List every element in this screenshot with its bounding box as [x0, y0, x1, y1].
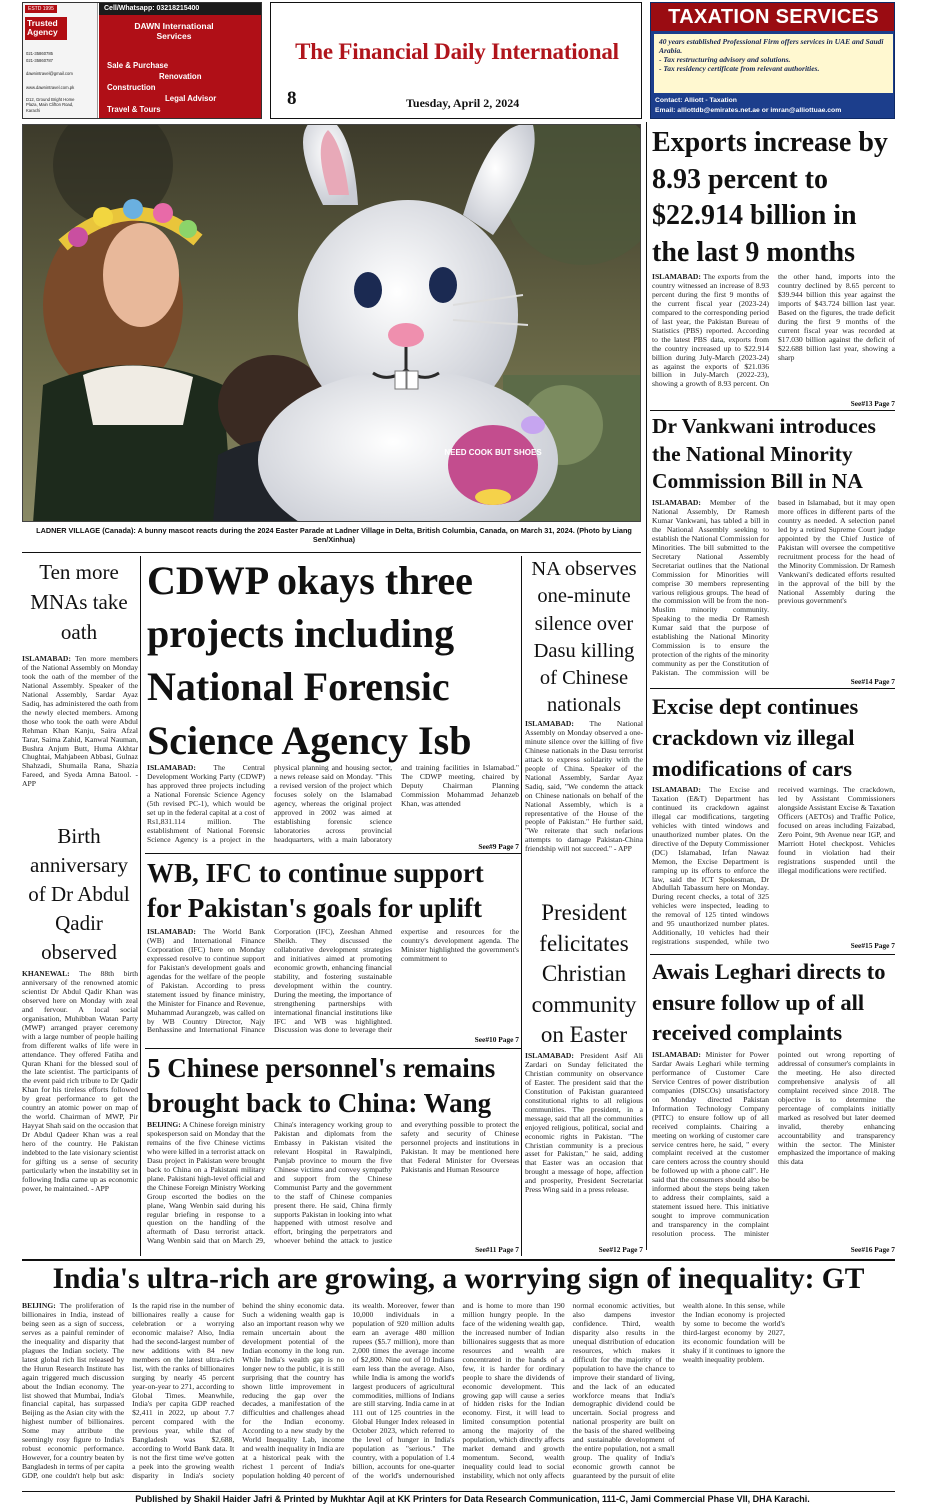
ad-service: Renovation — [159, 72, 202, 81]
cdwp-dateline: ISLAMABAD: — [147, 764, 196, 772]
agency-logo — [23, 3, 98, 119]
vankwani-body — [652, 499, 895, 682]
excise-dateline: ISLAMABAD: — [652, 786, 701, 794]
issue-date: Tuesday, April 2, 2024 — [406, 96, 520, 110]
india-dateline: BEIJING: — [22, 1302, 56, 1310]
excise-continued: See#15 Page 7 — [850, 941, 895, 950]
logo-line: 021-35860785 — [26, 51, 54, 56]
ad-service: Construction — [107, 83, 156, 92]
qadir-headline: Birth anniversary of Dr Abdul Qadir observed — [28, 824, 130, 964]
logo-line: www.dawnintravel.com.pk — [26, 85, 75, 90]
ad-service: Legal Advisor — [165, 94, 217, 103]
vankwani-continued: See#14 Page 7 — [850, 677, 895, 686]
chinese-continued: See#11 Page 7 — [475, 1245, 519, 1254]
ad-contact-line: Contact: Alliott - Taxation — [655, 97, 737, 104]
qadir-body — [22, 970, 138, 1255]
divider — [22, 1491, 895, 1492]
logo-line: dawnintravel@gmail.com — [26, 71, 73, 76]
divider — [22, 1259, 895, 1261]
ad-service: Travel & Tours — [107, 105, 161, 114]
ad-line: 40 years established Professional Firm offers services in UAE and Saudi Arabia. — [659, 37, 884, 56]
logo-line: D12, Ground Bright Home Plaza, Main Clifton Road, Karachi — [26, 97, 75, 113]
wbifc-body — [147, 928, 519, 1040]
excise-body — [652, 786, 895, 951]
silence-dateline: ISLAMABAD: — [525, 720, 574, 728]
exports-body — [652, 273, 895, 397]
leghari-continued: See#16 Page 7 — [850, 1245, 895, 1254]
vankwani-text: Member of the National Assembly, Dr Ramesh Kumar Vankwani, has tabled a bill in the National Assembly seeking to establish the National Commission for Minorities. The bill submitted to the Secretary National Assembly Secretariat outlines that the National Commission for Minorities will comprise 30 members representing various religious groups. The head of the commission will be from the non-Muslim minority community. Speaking to the media Dr Ramesh Kumar said that the purpose of establishing the National Minority Commission is to ensure the protection of the rights of the minority community as per the Constitution of Pakistan. The commission will be based in Islamabad, but it may open more offices in different parts of the country as needed. A selection panel led by a retired Supreme Court judge appointed by the Chief Justice of Pakistan will oversee the competitive recruitment process for the head of the Minority Commission. Dr Ramesh Vankwani's dedicated efforts resulted in the approval of the bill by the National Assembly during the previous government's — [652, 499, 895, 678]
exports-dateline: ISLAMABAD: — [652, 273, 701, 281]
wbifc-continued: See#10 Page 7 — [474, 1035, 519, 1044]
leghari-headline: Awais Leghari directs to ensure follow up of all received complaints — [652, 959, 886, 1046]
mnas-body — [22, 655, 138, 818]
ad-title: TAXATION SERVICES — [651, 3, 895, 31]
logo-tag: ESTD 1995 — [25, 5, 57, 13]
page-number: 8 — [287, 88, 297, 109]
wbifc-text: The World Bank (WB) and International Finance Corporation (IFC) here on Monday expressed resolve to continue support for Pakistan's development goals and agendas for the welfare of the people of Pakistan. According to press statement issued by finance ministry, the Minister for Finance and Revenue, Muhammad Aurangzeb, was called on by WB Country Director, Najy Benhassine and International Finance Corporation (IFC), Zeeshan Ahmed Sheikh. They discussed the collaborative development strategies and initiatives aimed at promoting economic growth, enhancing financial stability, and fostering sustainable development within the country. During the meeting, the importance of strengthening partnerships with international financial institutions like IFC and WB was highlighted. Discussion was done to leverage their expertise and resources for the country's development agenda. The Minister highlighted the government's commitment to — [147, 928, 519, 1035]
ad-service: Sale & Purchase — [107, 61, 169, 70]
cdwp-continued: See#9 Page 7 — [478, 842, 519, 851]
column-rule — [646, 122, 647, 1250]
vankwani-dateline: ISLAMABAD: — [652, 499, 701, 507]
excise-headline: Excise dept continues crackdown viz illegal modifications of cars — [652, 694, 859, 782]
exports-text: The exports from the country witnessed an increase of 8.93 percent during the first 9 months of the current fiscal year (2023-24) compared to the corresponding period of last year, the Pakistan Bureau of Statistics (PBS) reported. According to the latest PBS data, exports from the country increased up to $22.914 billion during July-March (2023-24) as against the exports of $21.036 billion in July-March (2022-23), showing a growth of 8.93 percent. On the other hand, imports into the country declined by 8.65 percent to $39.944 billion this year against the imports of $43.724 billion last year. Based on the figures, the trade deficit during the first 9 months of the current fiscal year was recorded at $17.030 billion against the deficit of $22.688 billion last year, showing a sharp — [652, 273, 895, 389]
excise-text: The Excise and Taxation (E&T) Department has continued its crackdown against illegal car modifications, targeting vehicles with tinted windows and unauthorized number plates. On the directive of the Deputy Commissioner (DC) Islamabad, Irfan Nawaz Memon, the Excise Department is ramping up its efforts to enforce the law, said the ICT Spokesman, Dr Abdullah Tabassum here on Monday. During recent checks, a total of 325 vehicles were inspected, leading to the removal of 125 tinted windows and 95 unauthorized number plates. Additionally, 10 vehicles had their registrations suspended, while two received warnings. The crackdown, led by Assistant Commissioners alongside Assistant Excise & Taxation Officers (AETOs) and Traffic Police, focused on areas including Faizabad, Zero Point, 9th Avenue near IGP, and Marriott Hotel checkpost. Vehicles found in violation had their registrations suspended until the illegal modifications were rectified. — [652, 786, 895, 947]
leghari-dateline: ISLAMABAD: — [652, 1051, 701, 1059]
logo-name: Trusted Agency — [25, 17, 67, 40]
exports-continued: See#13 Page 7 — [850, 399, 895, 408]
qadir-text: The 88th birth anniversary of the renowned atomic scientist Dr Abdul Qadir Khan was observed here on Monday with zeal and fervour. A local social organisation, Muhibban Watan Party (MWP) arranged prayer ceremony with a large number of people hailing from different walks of life were in attendance. They offered Fatiha and Quran Khani for the blessed soul of the late scientist. The participants of the event paid rich tribute to Dr Qadir Khan for his tireless efforts followed by great performance to get the country an atomic power on map of the world. Chairman of MWP, Pir Hayyat Shah said on the occasion that Dr Abdul Qadeer Khan was a real hero of the country. He Pakistan indebted to the late visionary scientist for gifting us a sense of security particularly when the instability set in following India came up as economic power, he maintained. - APP — [22, 970, 138, 1193]
ad-contact-line: Email: alliottdb@emirates.net.ae or imran@alliottuae.com — [655, 106, 842, 114]
masthead — [270, 2, 642, 119]
divider — [650, 410, 895, 411]
india-body — [22, 1302, 895, 1488]
easter-text: President Asif Ali Zardari on Sunday felicitated the Christian community on observance of Easter. The president said that the Constitution of Pakistan guaranteed constitutional rights to all religious communities. The president, in a message, said that all the communities enjoyed religious, political, social and economic rights in Pakistan. "The Christian community is a precious asset for Pakistan," he said, adding that Easter was an occasion that brought a message of hope, affection and prosperity, President Secretariat Press Wing said in a press release. — [525, 1052, 643, 1195]
photo-caption: LADNER VILLAGE (Canada): A bunny mascot reacts during the 2024 Easter Parade at Ladner Village in Delta, British Columbia, Canada, on March 31, 2024. (Photo by Liang Sen/Xinhua) — [36, 526, 632, 545]
column-rule — [521, 556, 522, 1256]
mnas-headline: Ten more MNAs take oath — [30, 560, 128, 644]
ad-company: DAWN International Services — [134, 21, 214, 42]
divider — [145, 1048, 521, 1049]
ad-red-panel — [99, 3, 262, 119]
silence-text: The National Assembly on Monday observed a one-minute silence over the killing of five Chinese nationals in the Dasu terrorist attack to express solidarity with the people of China. Speaker of the National Assembly, Sardar Ayaz Sadiq, said, "We condemn the attack on Chinese nationals on behalf of the National Assembly, which is a representative of the House of the people of Pakistan." He further said, "We reiterate that such nefarious attempts to damage Pakistan-China friendship will not succeed." - APP — [525, 720, 643, 854]
ad-contact-block — [655, 96, 893, 116]
silence-body — [525, 720, 643, 896]
india-text: The proliferation of billionaires in India, instead of being seen as a sign of success, serves as a painful reminder of the inequality and disparity that plagues the Indian society. The latest global rich list released by the Hurun Research Institute has again triggered much discussion about the Indian economy. The list showed that Mumbai, India's financial capital, has surpassed Beijing as the Asian city with the highest number of billionaires. Some may attribute the seemingly rosy figure to India's robust economic performance. However, for a country beaten by Bangladesh in terms of per capita GDP, one couldn't help but ask: Is the rapid rise in the number of billionaires really a cause for celebration or a worrying economic malaise? Also, India had the second-largest number of new additions with 84 new members on the latest ultra-rich list, with the ranks of billionaires surging by nearly 45 percent year-on-year to 271, according to Global Times. Meanwhile, India's per capita GDP reached $2,411 in 2022, up about 7.7 percent compared with the previous year, while that of Bangladesh was $2,688, according to World Bank data. It is not the first time we've gotten a peek into the growing wealth disparity in India's society behind the shiny economic data. Such a widening wealth gap is also an important reason why we remain uncertain about the development potential of the Indian economy in the long run. While India's wealth gap is no longer new to the public, it is still surprising that the country has shown little improvement in reducing the gap over the decades, a manifestation of the difficulties and challenges ahead for the Indian economy. According to a new study by the World Inequality Lab, income and wealth inequality in India are at a historical peak with the richest 1 percent of India's population holding 40 percent of its wealth. Moreover, fewer than 10,000 individuals in a population of 920 million adults earn an average 480 million rupees ($5.7 million), more than 2,000 times the average income of $2,800. Nine out of 10 Indians earn less than the average. Also, while India is among the world's largest producers of agricultural commodities, millions of Indians are still starving. India came in at 111 out of 125 countries in the Global Hunger Index released in October 2023, which referred to the level of hunger in India's population as "serious." The country, with a population of 1.4 billion, accounts for one-quarter of the world's undernourished and is home to more than 190 million hungry people. In the face of the widening wealth gap, the increased number of Indian billionaires suggests that as more resources and wealth are concentrated in the hands of a few, it is harder for ordinary people to share the dividends of economic development. This growing gap will cause a series of hidden risks for the Indian economy. First, it will lead to limited consumption potential among the majority of the population, which directly affects market demand and growth momentum. Second, wealth inequality could lead to social instability, which not only affects normal economic activities, but also dampens investor confidence. Third, wealth disparity also results in the unequal distribution of education resources, which makes it difficult for the majority of the population to have the chance to improve their standard of living, and the lack of an educated workforce means that India's demographic dividend could be uncertain. Social progress and national prosperity are built on the basis of the shared wellbeing and sustainable development of the entire population, not a small group. The quality of India's economic growth cannot be guaranteed by the pursuit of elite wealth alone. In this sense, while the Indian economy is projected by some to become the world's third-largest economy by 2027, its economic foundation will be shaky if it continues to ignore the wealth inequality problem. — [22, 1302, 785, 1481]
newspaper-name: The Financial Daily International — [295, 39, 619, 64]
qadir-dateline: KHANEWAL: — [22, 970, 70, 978]
easter-photo — [22, 124, 641, 522]
ad-line: - Tax restructuring advisory and solutions. — [659, 55, 791, 65]
vankwani-headline: Dr Vankwani introduces the National Minority Commission Bill in NA — [652, 414, 876, 494]
taxation-advertisement — [650, 2, 895, 119]
mnas-dateline: ISLAMABAD: — [22, 655, 71, 663]
easter-body — [525, 1052, 643, 1242]
mnas-text: Ten more members of the National Assembly on Monday took the oath of the member of the National Assembly. Speaker of the National Assembly, Sardar Ayaz Sadiq, has administered the oath from the newly elected members. Among those who took the oath were Abdul Rehman Khan Kanju, Saira Afzal Tarar, Saima Zahid, Kanwal Nauman, Bushra Anjum Butt, Huma Akhtar Chughtai, Mahjabeen Abbasi, Gulnaz Shahzadi, Shumaila Rana, Shazia Fareed, and Syeda Amna Batool. - APP — [22, 655, 138, 789]
chinese-dateline: BEIJING: — [147, 1121, 181, 1129]
ad-contact: Cell/Whatsapp: 03218215400 — [99, 3, 262, 15]
dawn-advertisement — [22, 2, 262, 119]
chinese-headline: 5 Chinese personnel's remains brought back to China: Wang — [147, 1053, 496, 1119]
wbifc-headline: WB, IFC to continue support for Pakistan's goals for uplift — [147, 858, 484, 924]
divider — [22, 552, 641, 553]
chinese-text: A Chinese foreign ministry spokesperson said on Monday that the remains of the five Chinese victims who were killed in a terrorist attack on Dasu project in Pakistan were brought back to China on a Pakistani military plane. Pakistani high-level official and the Chinese Foreign Ministry Working Group escorted the bodies on the plane, Wang Wenbin said during his regular briefing in response to a question on the handling of the aftermath of Dasu terrorist attack. Wang Wenbin said that on March 29, China's interagency working group to Pakistan and diplomats from the Embassy in Pakistan visited the relevant Hospital in Rawalpindi, Punjab province to mourn the five Chinese victims and convey sympathy and support from the Chinese Communist Party and the government to the staff of Chinese companies present there. He said, China firmly supports Pakistan in looking into what happened with utmost resolve and effort, bringing the perpetrators and whoever behind the attack to justice and everything possible to protect the safety and security of Chinese personnel projects and institutions in Pakistan. It may be mentioned here that Federal Minister for Overseas Pakistanis and Human Resource — [147, 1121, 519, 1246]
divider — [650, 688, 895, 689]
leghari-body — [652, 1051, 895, 1242]
cdwp-headline: CDWP okays three projects including National Forensic Science Agency Isb — [147, 558, 473, 763]
ad-line: - Tax residency certificate from relevant authorities. — [659, 64, 820, 74]
divider — [650, 954, 895, 955]
chinese-body — [147, 1121, 519, 1254]
exports-headline: Exports increase by 8.93 percent to $22.914 billion in the last 9 months — [652, 127, 888, 269]
india-headline: India's ultra-rich are growing, a worrying sign of inequality: GT — [52, 1263, 865, 1295]
photo-sign-text: NEED COOK BUT SHOES — [444, 448, 542, 457]
divider — [145, 853, 521, 854]
bunny-mascot-illustration — [23, 125, 641, 522]
column-rule — [140, 556, 141, 1256]
cdwp-text: The Central Development Working Party (CDWP) has approved three projects including a National Forensic Science Agency (5th revised PC-1), which would be set up in the federal capital at a cost of Rs1,831.114 million. The establishment of National Forensic Science Agency is a project in the physical planning and housing sector, a news release said on Monday. "This a revised version of the project which focuses solely on the Islamabad agency, whereas the original project approved in 2002 was aimed at establishing forensic science laboratories across provincial headquarters, with a main laboratory and training facilities in Islamabad." The CDWP meeting, chaired by Deputy Chairman Planning Commission Mohammad Jehanzeb Khan, was attended — [147, 764, 519, 844]
easter-dateline: ISLAMABAD: — [525, 1052, 574, 1060]
cdwp-body — [147, 764, 519, 850]
logo-line: 021-35860787 — [26, 58, 54, 63]
ad-text-box — [654, 34, 893, 93]
easter-headline: President felicitates Christian community on Easter — [531, 900, 637, 1048]
silence-headline: NA observes one-minute silence over Dasu killing of Chinese nationals — [531, 558, 637, 717]
leghari-text: Minister for Power Sardar Awais Leghari while terming performance of Customer Care Service Centres of power distribution companies (DISCOs) unsatisfactory on Monday directed Pakistan Information Technology Company (PITC) to ensure follow up of all received complaints. Chairing a meeting on working of customer care service centres here, he said, " every complaint received at the customer care centers across the country should be followed up with a phone call". He said that the consumers should also be informed about the steps being taken to address their complaints, said a statement issued here. This initiative sought to improve communication and transparency in the complaint resolution process. The minister pointed out wrong reporting of addressal of consumer's complaints in the meeting. He also directed comprehensive analysis of all complaint received since 2018. The objective is to determine the percentage of complaints initially marked as resolved but later deemed invalid, thereby enhancing accountability and transparency within the sector. The Minister emphasized the importance of making this data — [652, 1051, 895, 1239]
easter-continued: See#12 Page 7 — [598, 1245, 643, 1254]
imprint-footer: Published by Shakil Haider Jafri & Printed by Mukhtar Aqil at KK Printers for Data Research Communication, 111-C, Jami Commercial Phase VII, DHA Karachi. — [135, 1494, 810, 1504]
wbifc-dateline: ISLAMABAD: — [147, 928, 196, 936]
